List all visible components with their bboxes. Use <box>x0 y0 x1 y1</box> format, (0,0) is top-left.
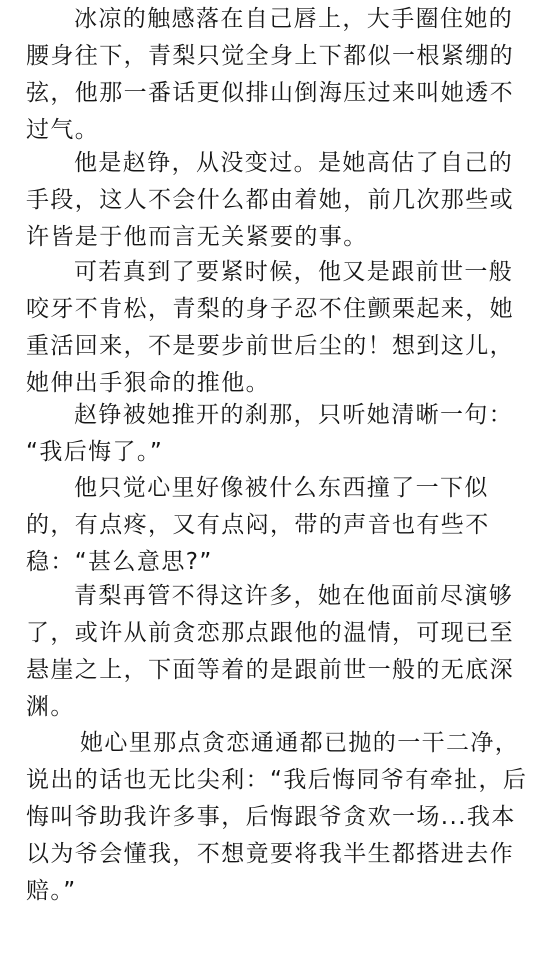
text-line: 过气。 <box>26 117 100 143</box>
text-line: 重活回来，不是要步前世后尘的！想到这儿， <box>26 333 514 359</box>
text-line: “我后悔了。” <box>26 439 164 465</box>
text-line: 冰凉的触感落在自己唇上，大手圈住她的 <box>74 6 514 32</box>
text-line: 许皆是于他而言无关紧要的事。 <box>26 224 368 250</box>
text-line: 了，或许从前贪恋那点跟他的温情，可现已至 <box>26 620 514 646</box>
text-line: 渊。 <box>26 694 75 720</box>
text-line: 咬牙不肯松，青梨的身子忍不住颤栗起来，她 <box>26 296 514 322</box>
text-line: 弦，他那一番话更似排山倒海压过来叫她透不 <box>26 80 514 106</box>
text-line: 以为爷会懂我，不想竟要将我半生都搭进去作 <box>26 841 514 867</box>
text-line: 腰身往下，青梨只觉全身上下都似一根紧绷的 <box>26 43 514 69</box>
text-line: 的，有点疼，又有点闷，带的声音也有些不 <box>26 512 490 538</box>
text-line: 可若真到了要紧时候，他又是跟前世一般 <box>74 259 514 285</box>
text-line: 悬崖之上，下面等着的是跟前世一般的无底深 <box>26 657 514 683</box>
text-line: 赔。” <box>26 878 77 904</box>
text-line: 她心里那点贪恋通通都已抛的一干二净， <box>80 730 520 756</box>
text-line: 悔叫爷助我许多事，后悔跟爷贪欢一场...我本 <box>26 804 516 830</box>
text-line: 手段，这人不会什么都由着她，前几次那些或 <box>26 187 514 213</box>
text-line: 青梨再管不得这许多，她在他面前尽演够 <box>74 583 514 609</box>
text-line: 说出的话也无比尖利：“我后悔同爷有牵扯，后 <box>26 767 528 793</box>
text-line: 他只觉心里好像被什么东西撞了一下似 <box>74 475 489 501</box>
text-line: 赵铮被她推开的刹那，只听她清晰一句： <box>74 402 514 428</box>
text-line: 她伸出手狠命的推他。 <box>26 370 270 396</box>
text-line: 他是赵铮，从没变过。是她高估了自己的 <box>74 150 514 176</box>
text-line: 稳：“甚么意思?” <box>26 549 213 575</box>
